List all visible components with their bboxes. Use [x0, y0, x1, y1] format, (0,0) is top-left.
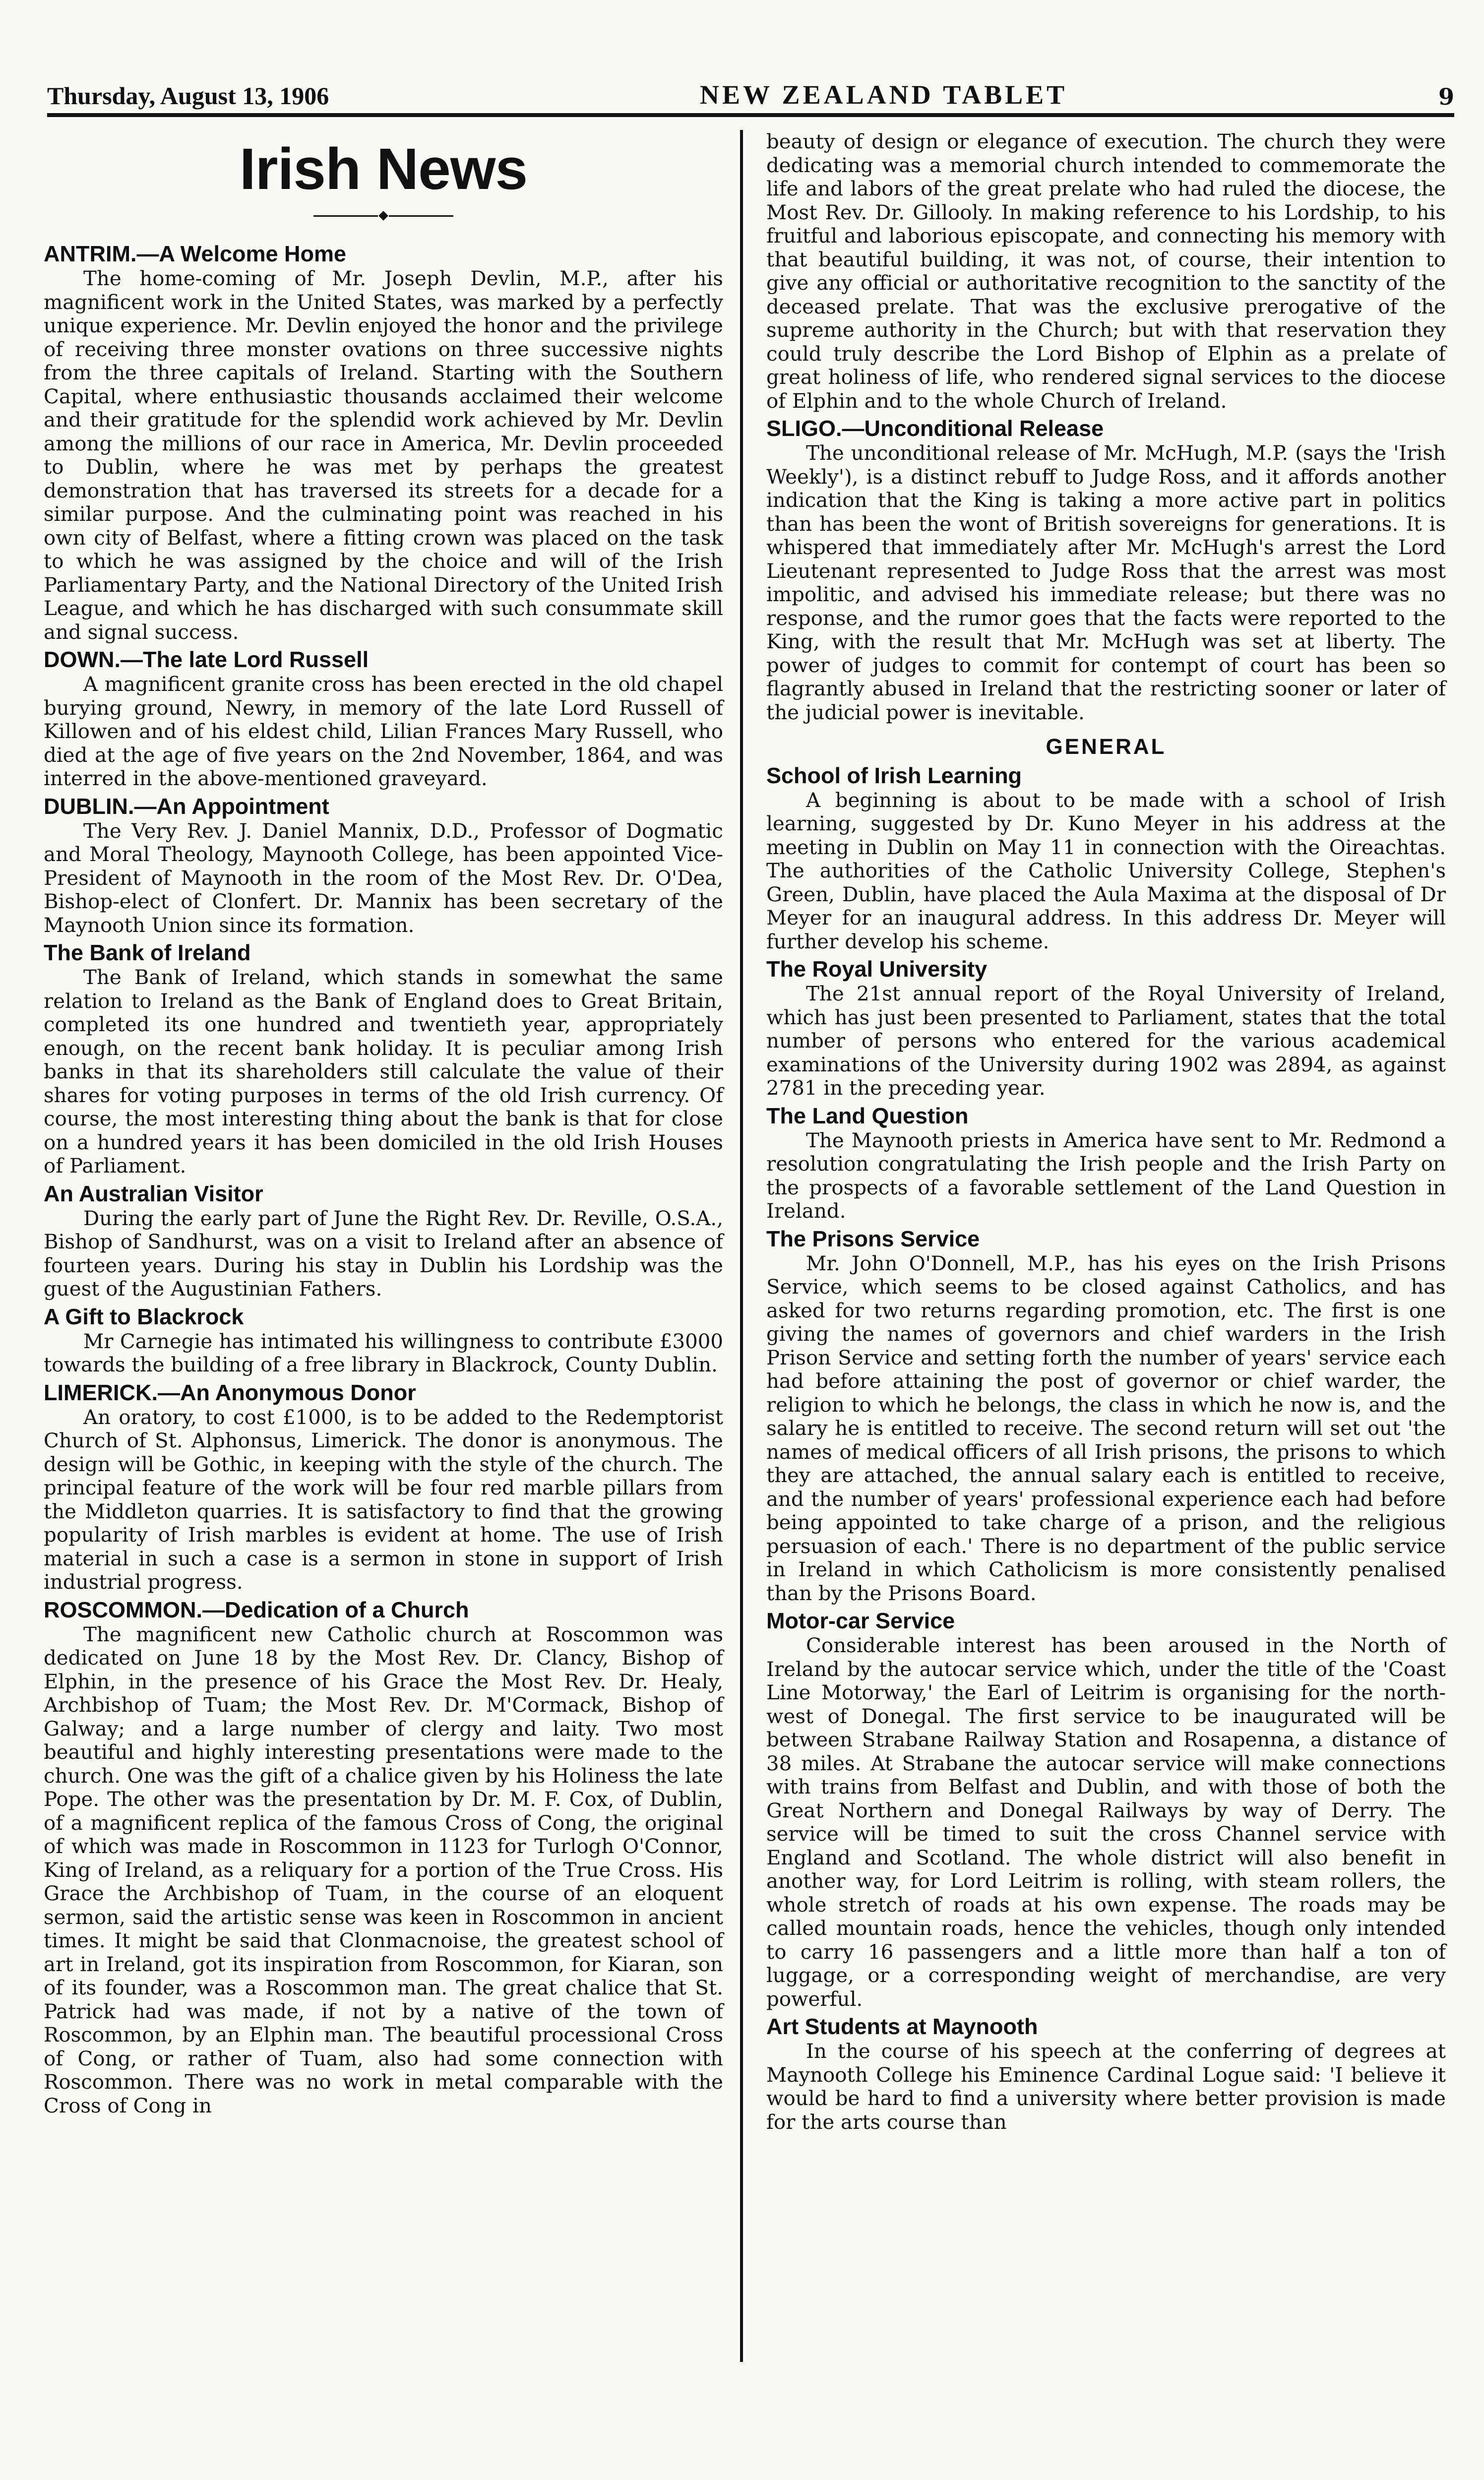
- article-heading: The Land Question: [766, 1103, 969, 1128]
- article-heading: SLIGO.—Unconditional Release: [766, 416, 1104, 441]
- article-body: A magnificent granite cross has been erected in the old chapel burying ground, Newry, in memory of the late Lord Russell of Killowen and of his eldest child, Lilian Frances Mary Russell, who died at the age of five years on the 2nd November, 1864, and was interred in the above-mentioned graveyard.: [44, 673, 723, 790]
- article: [766, 1103, 1446, 1223]
- section-title: Irish News: [239, 136, 528, 202]
- article: [766, 1226, 1446, 1606]
- article: [766, 1608, 1446, 2011]
- ornament-line: [389, 215, 453, 217]
- issue-date: Thursday, August 13, 1906: [47, 82, 329, 110]
- article-body: The Bank of Ireland, which stands in somewhat the same relation to Ireland as the Bank of England does to Great Britain, completed its one hundred and twentieth year, appropriately enough, on the recent bank holiday. It is peculiar among Irish banks in that its shareholders still calculate the value of their shares for voting purposes in terms of the old Irish currency. Of course, the most interesting thing about the bank is that for close on a hundred years it has been domiciled in the old Irish Houses of Parliament.: [44, 966, 723, 1178]
- article-body: In the course of his speech at the conferring of degrees at Maynooth College his Eminence Cardinal Logue said: 'I believe it would be hard to find a university where better provision is made for the arts course than: [766, 2040, 1446, 2134]
- article-body: The Maynooth priests in America have sent to Mr. Redmond a resolution congratulating the Irish people and the Irish Party on the prospects of a favorable settlement of the Land Question in Ireland.: [766, 1128, 1446, 1223]
- article-body: An oratory, to cost £1000, is to be added to the Redemptorist Church of St. Alphonsus, Limerick. The donor is anonymous. The design will be Gothic, in keeping with the style of the church. The principal feature of the work will be four red marble pillars from the Middleton quarries. It is satisfactory to find that the growing popularity of Irish marbles is evident at home. The use of Irish material in such a case is a sermon in stone in support of Irish industrial progress.: [44, 1405, 723, 1594]
- article-body: Mr. John O'Donnell, M.P., has his eyes on the Irish Prisons Service, which seems to be closed against Catholics, and has asked for two returns regarding promotion, etc. The first is one giving the names of governors and chief warders in the Irish Prison Service and setting forth the number of years' service each had before attaining the post of governor or chief warder, the religion to which he belongs, the class in which he now is, and the salary he is entitled to receive. The second return will set out 'the names of medical officers of all Irish prisons, the prisons to which they are attached, the annual salary each is entitled to receive, and the number of years' professional experience each had before being appointed to take charge of a prison, and the religious persuasion of each.' There is no department of the public service in Ireland in which Catholicism is more consistently penalised than by the Prisons Board.: [766, 1251, 1446, 1605]
- left-column: [44, 130, 723, 2117]
- masthead-rule: [47, 113, 1454, 117]
- article-heading: ANTRIM.—A Welcome Home: [44, 241, 347, 266]
- article: [766, 763, 1446, 954]
- article: [44, 940, 723, 1178]
- article-body: beauty of design or elegance of execution. The church they were dedicating was a memorial church intended to commemorate the life and labors of the great prelate who had ruled the diocese, the Most Rev. Dr. Gillooly. In making reference to his Lordship, to his fruitful and laborious episcopate, and connecting his memory with that beautiful building, it was not, of course, their intention to give any official or authoritative recognition to the sanctity of the deceased prelate. That was the exclusive prerogative of the supreme authority in the Church; but with that reservation they could truly describe the Lord Bishop of Elphin as a prelate of great holiness of life, who rendered signal services to the diocese of Elphin and to the whole Church of Ireland.: [766, 130, 1446, 413]
- article-body: During the early part of June the Right Rev. Dr. Reville, O.S.A., Bishop of Sandhurst, was on a visit to Ireland after an absence of fourteen years. During his stay in Dublin his Lordship was the guest of the Augustinian Fathers.: [44, 1206, 723, 1301]
- article-heading: Art Students at Maynooth: [766, 2014, 1038, 2039]
- article: [44, 1304, 723, 1377]
- general-heading: GENERAL: [1046, 735, 1167, 759]
- article: [766, 2014, 1446, 2134]
- article-heading: A Gift to Blackrock: [44, 1303, 244, 1329]
- article: [44, 647, 723, 791]
- article: [766, 956, 1446, 1100]
- article: [44, 794, 723, 937]
- ornament-line: [313, 215, 378, 217]
- column-divider: [740, 130, 743, 2362]
- article-heading: DOWN.—The late Lord Russell: [44, 647, 369, 672]
- article-body: A beginning is about to be made with a school of Irish learning, suggested by Dr. Kuno Meyer in his address at the meeting in Dublin on May 11 in connection with the Oireachtas. The authorities of the Catholic University College, Stephen's Green, Dublin, have placed the Aula Maxima at the disposal of Dr Meyer for an inaugural address. In this address Dr. Meyer will further develop his scheme.: [766, 788, 1446, 953]
- page-number: 9: [1438, 83, 1454, 110]
- left-articles: [44, 241, 723, 2117]
- article-heading: The Prisons Service: [766, 1226, 980, 1251]
- article-body: The home-coming of Mr. Joseph Devlin, M.P., after his magnificent work in the United States, was marked by a perfectly unique experience. Mr. Devlin enjoyed the honor and the privilege of receiving three monster ovations on three successive nights from the three capitals of Ireland. Starting with the Southern Capital, where enthusiastic thousands acclaimed their welcome and their gratitude for the splendid work achieved by Mr. Devlin among the millions of our race in America, Mr. Devlin proceeded to Dublin, where he was met by perhaps the greatest demonstration that has traversed its streets for a decade for a similar purpose. And the culminating point was reached in his own city of Belfast, where a fitting crown was placed on the task to which he was assigned by the choice and will of the Irish Parliamentary Party, and the National Directory of the United Irish League, and which he has discharged with such consummate skill and signal success.: [44, 267, 723, 644]
- article-body: Mr Carnegie has intimated his willingness to contribute £3000 towards the building of a free library in Blackrock, County Dublin.: [44, 1329, 723, 1376]
- article-body: The magnificent new Catholic church at Roscommon was dedicated on June 18 by the Most Rev. Dr. Clancy, Bishop of Elphin, in the presence of his Grace the Most Rev. Dr. Healy, Archbishop of Tuam; the Most Rev. Dr. M'Cormack, Bishop of Galway; and a large number of clergy and laity. Two most beautiful and highly interesting presentations were made to the church. One was the gift of a chalice given by his Holiness the late Pope. The other was the presentation by Dr. M. F. Cox, of Dublin, of a magnificent replica of the famous Cross of Cong, the original of which was made in Roscommon in 1123 for Turlogh O'Connor, King of Ireland, as a reliquary for a portion of the True Cross. His Grace the Archbishop of Tuam, in the course of an eloquent sermon, said the artistic sense was keen in Roscommon in ancient times. It might be said that Clonmacnoise, the greatest school of art in Ireland, got its inspiration from Roscommon, for Kiaran, son of its founder, was a Roscommon man. The great chalice that St. Patrick had was made, if not by a native of the town of Roscommon, by an Elphin man. The beautiful processional Cross of Cong, or rather of Tuam, also had some connection with Roscommon. There was no work in metal comparable with the Cross of Cong in: [44, 1622, 723, 2117]
- article-heading: LIMERICK.—An Anonymous Donor: [44, 1379, 416, 1405]
- title-ornament: [44, 212, 723, 219]
- article-heading: An Australian Visitor: [44, 1180, 263, 1206]
- masthead: [47, 59, 1454, 108]
- article-body: The 21st annual report of the Royal University of Ireland, which has just been presented to Parliament, states that the total number of persons who entered for the various academical examinations of the University during 1902 was 2894, as against 2781 in the preceding year.: [766, 982, 1446, 1100]
- general-articles: [766, 763, 1446, 2134]
- article-heading: The Royal University: [766, 956, 988, 982]
- article: [44, 1181, 723, 1301]
- right-top-articles: [766, 130, 1446, 724]
- article: [44, 1597, 723, 2118]
- diamond-icon: [378, 211, 388, 221]
- article: [44, 241, 723, 644]
- right-column: [766, 130, 1446, 2134]
- article-heading: School of Irish Learning: [766, 762, 1022, 788]
- article-heading: DUBLIN.—An Appointment: [44, 793, 329, 819]
- article: [44, 1380, 723, 1594]
- article-body: The Very Rev. J. Daniel Mannix, D.D., Professor of Dogmatic and Moral Theology, Maynooth College, has been appointed Vice-President of Maynooth in the room of the Most Rev. Dr. O'Dea, Bishop-elect of Clonfert. Dr. Mannix has been secretary of the Maynooth Union since its formation.: [44, 819, 723, 937]
- article-heading: ROSCOMMON.—Dedication of a Church: [44, 1597, 469, 1622]
- article-heading: Motor-car Service: [766, 1608, 955, 1633]
- article: [766, 416, 1446, 724]
- article-heading: The Bank of Ireland: [44, 940, 251, 965]
- article-body: Considerable interest has been aroused in the North of Ireland by the autocar service which, under the title of the 'Coast Line Motorway,' the Earl of Leitrim is organising for the north-west of Donegal. The first service to be inaugurated will be between Strabane Railway Station and Rosapenna, a distance of 38 miles. At Strabane the autocar service will make connections with trains from Belfast and Dublin, and with those of both the Great Northern and Donegal Railways by way of Derry. The service will be timed to suit the cross Channel service with England and Scotland. The whole district will also benefit in another way, for Lord Leitrim is rolling, with steam rollers, the whole stretch of roads at his own expense. The roads may be called mountain roads, hence the vehicles, though only intended to carry 16 passengers and a little more than half a ton of luggage, or a corresponding weight of merchandise, are very powerful.: [766, 1634, 1446, 2011]
- article: [766, 130, 1446, 413]
- article-body: The unconditional release of Mr. McHugh, M.P. (says the 'Irish Weekly'), is a distinct rebuff to Judge Ross, and it affords another indication that the King is taking a more active part in politics than has been the wont of British sovereigns for generations. It is whispered that immediately after Mr. McHugh's arrest the Lord Lieutenant represented to Judge Ross that the arrest was most impolitic, and advised his immediate release; but there was no response, and the rumor goes that the facts were reported to the King, with the result that Mr. McHugh was set at liberty. The power of judges to commit for contempt of court has been so flagrantly abused in Ireland that the restricting sooner or later of the judicial power is inevitable.: [766, 441, 1446, 724]
- newspaper-name: NEW ZEALAND TABLET: [700, 80, 1068, 110]
